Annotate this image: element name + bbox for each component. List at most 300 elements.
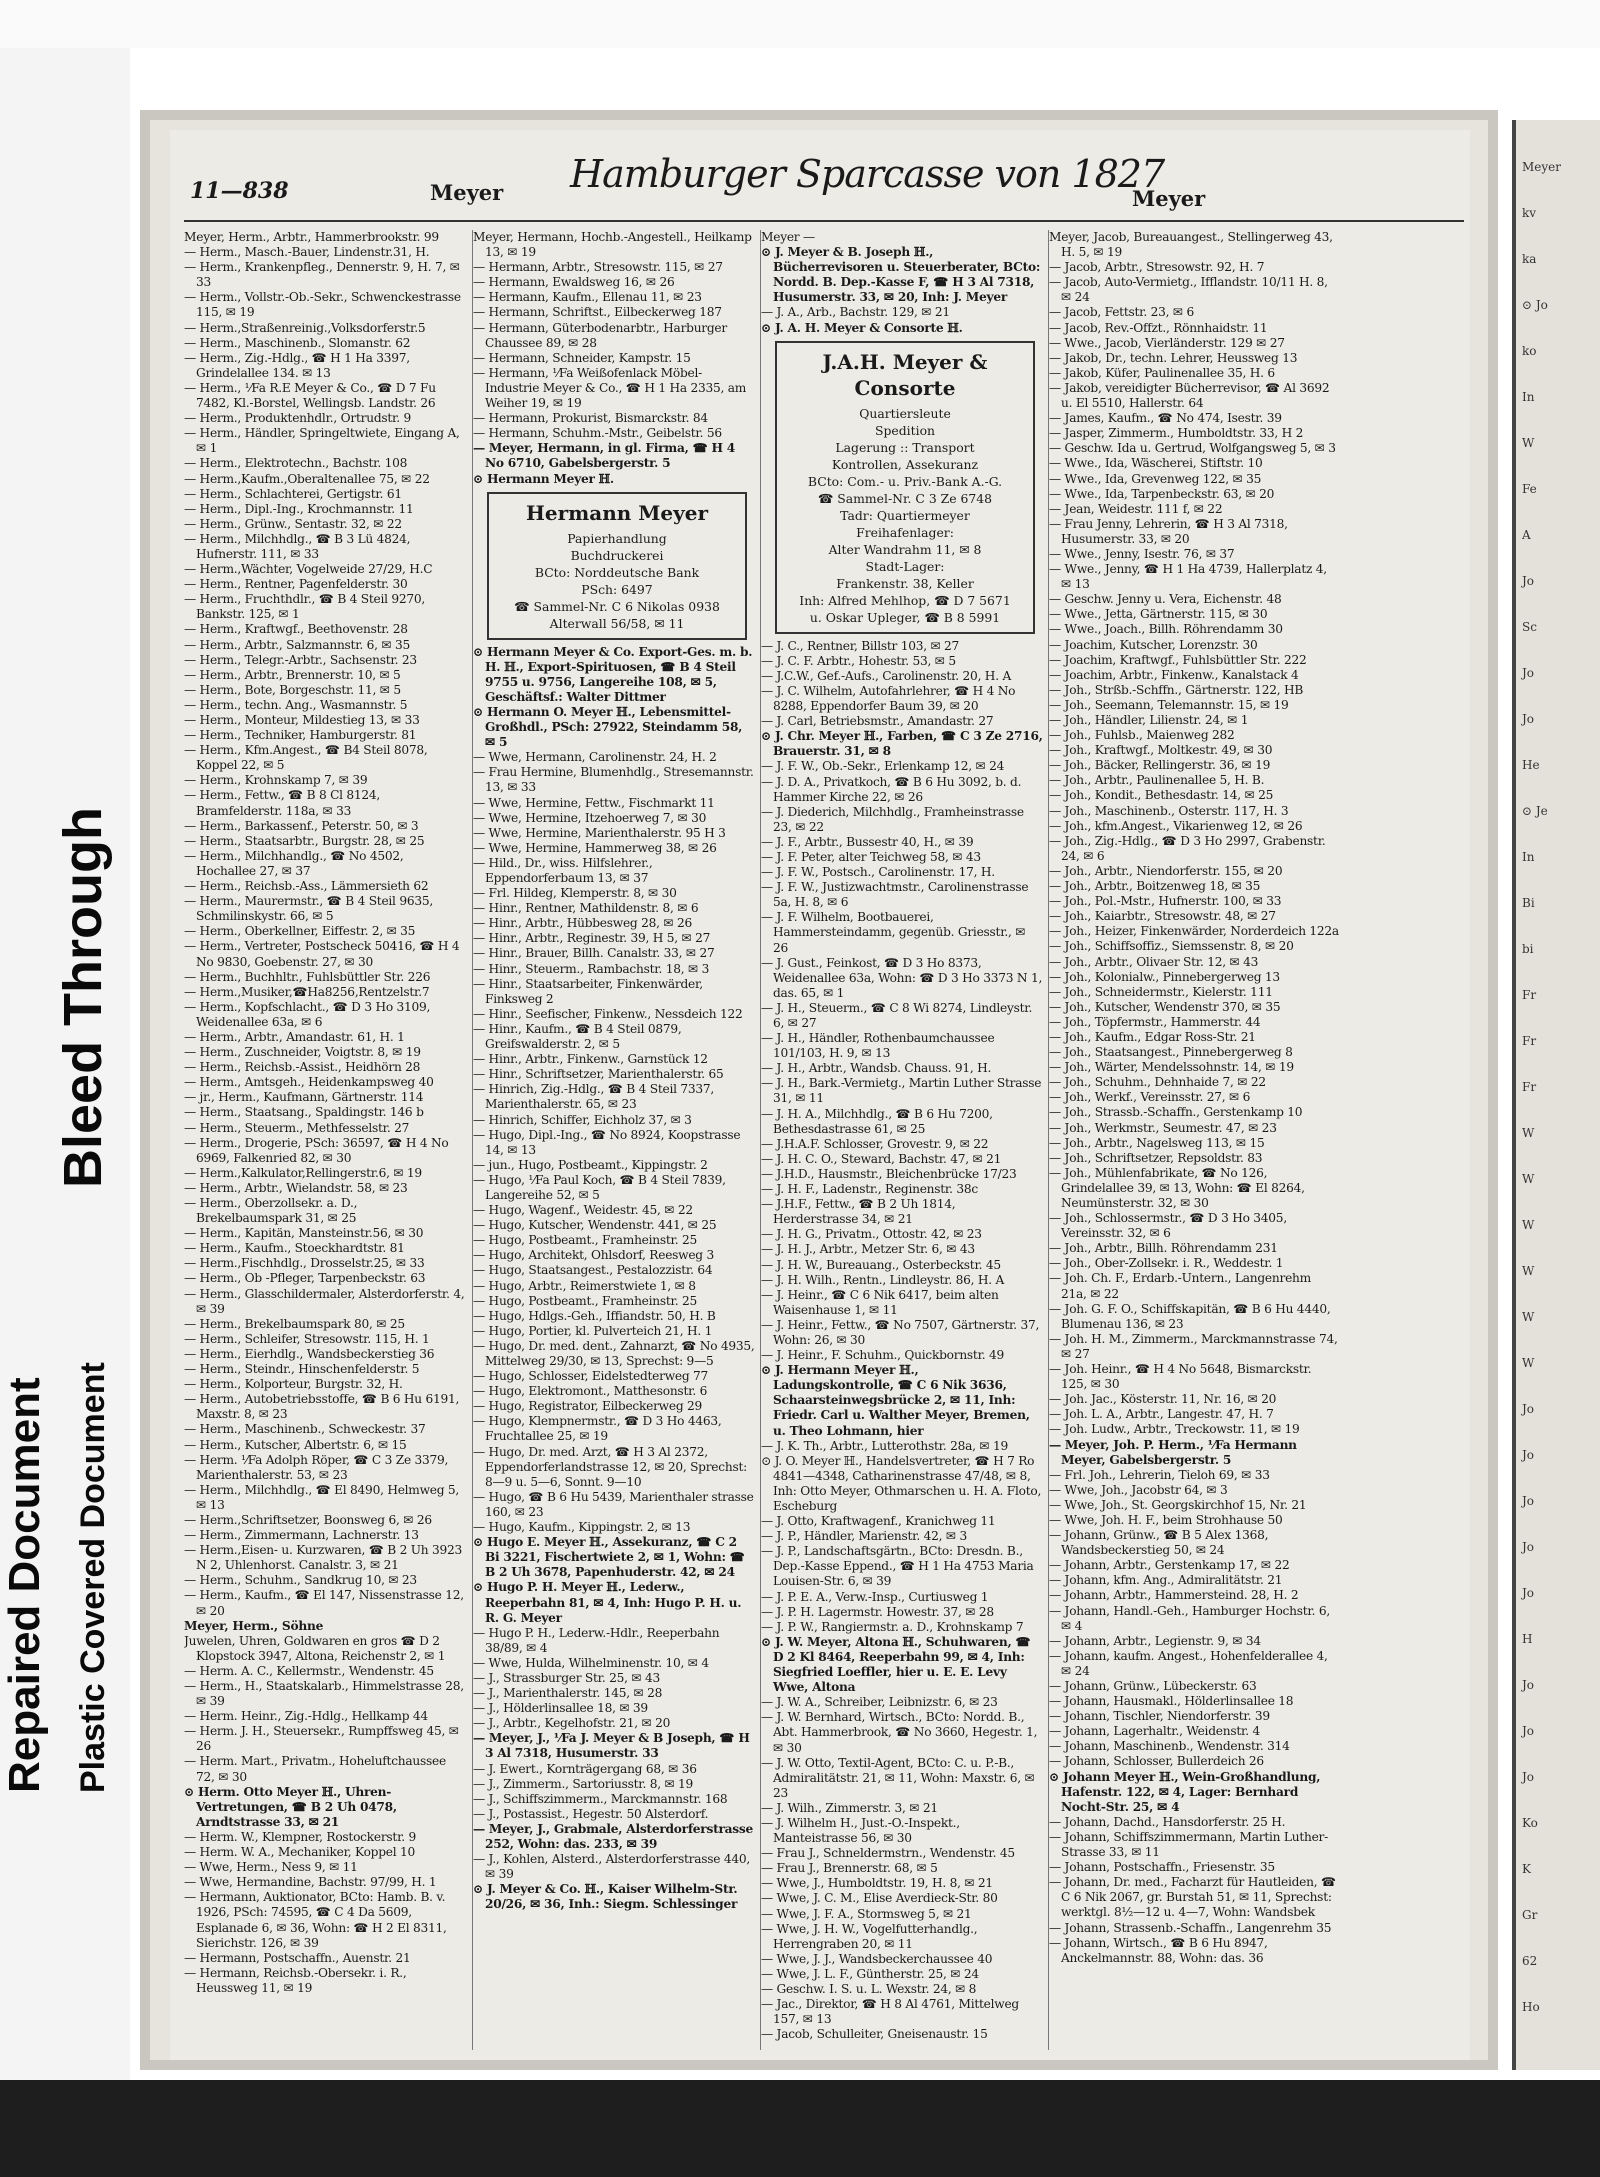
directory-entry: — Herm., Krankenpfleg., Dennerstr. 9, H. 7, ✉ 33 — [184, 260, 460, 290]
directory-entry: Meyer, Jacob, Bureauangest., Stellingerweg 43, H. 5, ✉ 19 — [1049, 230, 1333, 260]
ad-line: Stadt-Lager: — [865, 558, 945, 574]
directory-entry: — J. H. A., Milchhdlg., ☎ B 6 Hu 7200, Bethesdastrasse 61, ✉ 25 — [761, 1106, 993, 1136]
adjacent-page-fragment: A — [1522, 528, 1531, 542]
directory-entry: — Hermann, Arbtr., Stresowstr. 115, ✉ 27 — [473, 260, 723, 275]
directory-entry: — Herm., Händler, Springeltwiete, Eingang A, ✉ 1 — [184, 426, 460, 456]
ad-line: Papierhandlung — [567, 530, 667, 546]
top-margin — [0, 0, 1600, 48]
directory-entry: — jun., Hugo, Postbeamt., Kippingstr. 2 — [473, 1157, 708, 1172]
directory-entry: — Hinr., Steuerm., Rambachstr. 18, ✉ 3 — [473, 961, 710, 976]
directory-entry: — Geschw. Jenny u. Vera, Eichenstr. 48 — [1049, 592, 1282, 607]
directory-entry: — J. W. A., Schreiber, Leibnizstr. 6, ✉ 23 — [761, 1695, 998, 1710]
directory-entry: — Wwe, Hermine, Itzehoerweg 7, ✉ 30 — [473, 810, 707, 825]
ad-hermann-meyer — [487, 492, 747, 640]
directory-entry: — Johann, Maschinenb., Wendenstr. 314 — [1049, 1739, 1290, 1754]
directory-entry: — J. C. F. Arbtr., Hohestr. 53, ✉ 5 — [761, 653, 956, 668]
directory-entry: ⊙ Johann Meyer ℍ., Wein-Großhandlung, Hafenstr. 122, ✉ 4, Lager: Bernhard Nocht-Str. 25, ✉ 4 — [1049, 1769, 1321, 1814]
directory-entry: — Joh. Jac., Kösterstr. 11, Nr. 16, ✉ 20 — [1049, 1392, 1277, 1407]
directory-entry: ⊙ J. Hermann Meyer ℍ., Ladungskontrolle, ☎ C 6 Nik 3636, Schaarsteinwegsbrücke 2, ✉ 11, Inh: Friedr. Carl u. Walther Meyer, Bremen, u. Theo Lohmann, hier — [761, 1363, 1030, 1438]
ad-line: u. Oskar Upleger, ☎ B 8 5991 — [809, 609, 1001, 625]
directory-entry: — Johann, kfm. Ang., Admiralitätstr. 21 — [1049, 1573, 1283, 1588]
directory-entry: ⊙ J. Meyer & B. Joseph ℍ., Bücherrevisoren u. Steuerberater, BCto: Nordd. B. Dep.-Kasse F, ☎ H 3 Al 7318, Husumerstr. 33, ✉ 20, Inh: J. Meyer — [761, 245, 1041, 305]
directory-entry: — Herm., Elektrotechn., Bachstr. 108 — [184, 456, 408, 471]
directory-entry: — Hugo, Dipl.-Ing., ☎ No 8924, Koopstrasse 14, ✉ 13 — [473, 1127, 741, 1157]
adjacent-page-fragment: Bi — [1522, 896, 1535, 910]
directory-entry: — Johann, Arbtr., Gerstenkamp 17, ✉ 22 — [1049, 1558, 1290, 1573]
directory-entry: — J. H. G., Privatm., Ottostr. 42, ✉ 23 — [761, 1227, 982, 1242]
column-2-entries-top — [473, 230, 755, 487]
adjacent-page-fragment: bi — [1522, 942, 1534, 956]
directory-entry: — Jacob, Schulleiter, Gneisenaustr. 15 — [761, 2027, 988, 2042]
adjacent-page-fragment: kv — [1522, 206, 1537, 220]
directory-entry: — Herm., Drogerie, PSch: 36597, ☎ H 4 No 6969, Falkenried 82, ✉ 30 — [184, 1135, 449, 1165]
directory-entry: — Herm., Milchhdlg., ☎ B 3 Lü 4824, Hufnerstr. 111, ✉ 33 — [184, 531, 411, 561]
directory-entry: — Herm., Maschinenb., Slomanstr. 62 — [184, 335, 411, 350]
adjacent-page-fragment: Fr — [1522, 988, 1537, 1002]
directory-entry: — Hugo, Dr. med. dent., Zahnarzt, ☎ No 4935, Mittelweg 29/30, ✉ 13, Sprechst: 9—5 — [473, 1338, 755, 1368]
directory-entry: — Hugo, Registrator, Eilbeckerweg 29 — [473, 1399, 703, 1414]
directory-entry: — J. P. E. A., Verw.-Insp., Curtiusweg 1 — [761, 1589, 989, 1604]
directory-entry: — Herm., Maurermstr., ☎ B 4 Steil 9635, Schmilinskystr. 66, ✉ 5 — [184, 894, 433, 924]
ad-line: Lagerung :: Transport — [835, 439, 975, 455]
directory-entry: — Herm., Fruchthdlr., ☎ B 4 Steil 9270, Bankstr. 125, ✉ 1 — [184, 592, 426, 622]
directory-entry: — Joh., Arbtr., Nagelsweg 113, ✉ 15 — [1049, 1135, 1265, 1150]
directory-entry: — Joh., kfm.Angest., Vikarienweg 12, ✉ 26 — [1049, 818, 1303, 833]
column-3 — [760, 230, 1043, 2050]
directory-entry: — J.C.W., Gef.-Aufs., Carolinenstr. 20, H. A — [761, 668, 1011, 683]
directory-entry: — Wwe, J. F. A., Stormsweg 5, ✉ 21 — [761, 1906, 972, 1921]
label-bleed-through: Bleed Through — [53, 807, 113, 1188]
directory-entry: — Joh. H. M., Zimmerm., Marckmannstrasse 74, ✉ 27 — [1049, 1331, 1338, 1361]
directory-entry: — J. F., Arbtr., Bussestr 40, H., ✉ 39 — [761, 834, 974, 849]
adjacent-page-fragment: In — [1522, 850, 1535, 864]
directory-entry: — J. H. Wilh., Rentn., Lindleystr. 86, H. A — [761, 1272, 1005, 1287]
adjacent-page-fragment: ⊙ Je — [1522, 804, 1548, 818]
page-header — [170, 130, 1470, 211]
directory-entry: — Hugo, Schlosser, Eidelstedterweg 77 — [473, 1369, 709, 1384]
directory-entry: — Hugo, Postbeamt., Framheinstr. 25 — [473, 1233, 698, 1248]
adjacent-page-fragment: Ho — [1522, 2000, 1540, 2014]
adjacent-page-fragment: ko — [1522, 344, 1537, 358]
directory-entry: ⊙ J. O. Meyer ℍ., Handelsvertreter, ☎ H 7 Ro 4841—4348, Catharinenstrasse 47/48, ✉ 8, Inh: Otto Meyer, Othmarschen u. H. A. Floto, Escheburg — [761, 1453, 1042, 1513]
adjacent-page-fragment: 62 — [1522, 1954, 1538, 1968]
directory-entry: — Joh., Strassb.-Schaffn., Gerstenkamp 10 — [1049, 1105, 1303, 1120]
directory-entry: — Wwe, Joh., Jacobstr 64, ✉ 3 — [1049, 1482, 1228, 1497]
directory-entry: — Hinr., Schriftsetzer, Marienthalerstr. 65 — [473, 1067, 724, 1082]
directory-entry: — Herm., ⅟Fa R.E Meyer & Co., ☎ D 7 Fu 7482, Kl.-Borstel, Wellingsb. Landstr. 26 — [184, 380, 436, 411]
directory-entry: — Joh. Ch. F., Erdarb.-Untern., Langenrehm 21a, ✉ 22 — [1049, 1271, 1311, 1301]
directory-entry: — Herm., Produktenhdlr., Ortrudstr. 9 — [184, 411, 412, 426]
directory-entry: — Joachim, Arbtr., Finkenw., Kanalstack 4 — [1049, 667, 1299, 682]
column-2 — [472, 230, 755, 2050]
directory-entry: — Herm. A. C., Kellermstr., Wendenstr. 45 — [184, 1663, 434, 1678]
directory-entry: — Herm.,Wächter, Vogelweide 27/29, H.C — [184, 562, 433, 577]
directory-entry: — Frau Hermine, Blumenhdlg., Stresemannstr. 13, ✉ 33 — [473, 765, 754, 795]
directory-entry: — Johann, Grünw., ☎ B 5 Alex 1368, Wandsbeckerstieg 50, ✉ 24 — [1049, 1528, 1269, 1558]
directory-entry: — J. Heinr., F. Schuhm., Quickbornstr. 49 — [761, 1348, 1005, 1363]
directory-entry: — J. A., Arb., Bachstr. 129, ✉ 21 — [761, 305, 950, 320]
directory-entry: — Herm., Vollstr.-Ob.-Sekr., Schwenckestrasse 115, ✉ 19 — [184, 290, 461, 320]
directory-entry: — jr., Herm., Kaufmann, Gärtnerstr. 114 — [184, 1090, 424, 1105]
directory-entry: — Johann, Arbtr., Legienstr. 9, ✉ 34 — [1049, 1633, 1261, 1648]
directory-entry: Meyer — — [761, 230, 815, 244]
directory-entry: — Joh., Ober-Zollsekr. i. R., Weddestr. 1 — [1049, 1256, 1284, 1271]
directory-entry: — Frau J., Schneldermstrn., Wendenstr. 45 — [761, 1846, 1015, 1861]
directory-entry: — Herm., Kapitän, Mansteinstr.56, ✉ 30 — [184, 1226, 424, 1241]
adjacent-page-fragment: Fr — [1522, 1080, 1537, 1094]
adjacent-page-fragment: Jo — [1522, 1678, 1535, 1692]
directory-entry: — Herm.,Straßenreinig.,Volksdorferstr.5 — [184, 320, 426, 335]
directory-entry: — Hild., Dr., wiss. Hilfslehrer., Eppendorferbaum 13, ✉ 37 — [473, 855, 653, 885]
label-repaired-document: Repaired Document — [0, 1377, 49, 1793]
directory-entry: — Johann, Grünw., Lübeckerstr. 63 — [1049, 1679, 1257, 1693]
directory-entry: — Herm., Steindr., Hinschenfelderstr. 5 — [184, 1362, 420, 1377]
page-content — [170, 130, 1470, 2060]
directory-entry: — Herm. J. H., Steuersekr., Rumpffsweg 45, ✉ 26 — [184, 1724, 459, 1754]
directory-entry: — Joh., Mühlenfabrikate, ☎ No 126, Grindelallee 39, ✉ 13, Wohn: ☎ El 8264, Neumünsterstr. 32, ✉ 30 — [1049, 1165, 1305, 1210]
directory-entry: — Jacob, Rev.-Offzt., Rönnhaidstr. 11 — [1049, 320, 1268, 335]
directory-entry: — Joh., Seemann, Telemannstr. 15, ✉ 19 — [1049, 697, 1289, 712]
directory-entry: — Wwe, J. L. F., Güntherstr. 25, ✉ 24 — [761, 1966, 979, 1981]
page-number: 11—838 — [190, 178, 289, 204]
adjacent-page-fragment: W — [1522, 1126, 1535, 1140]
ad-jah-meyer-consorte — [775, 341, 1035, 634]
directory-entry: — Johann, Dachd., Hansdorferstr. 25 H. — [1049, 1814, 1286, 1829]
adjacent-page-fragment: K — [1522, 1862, 1531, 1876]
directory-entry: — Herm., Reichsb.-Ass., Lämmersieth 62 — [184, 879, 429, 894]
directory-entry: — Herm., Zig.-Hdlg., ☎ H 1 Ha 3397, Grindelallee 134. ✉ 13 — [184, 350, 410, 380]
directory-entry: — Joh., Werkf., Vereinsstr. 27, ✉ 6 — [1049, 1090, 1251, 1105]
directory-entry: — Johann, Schlosser, Bullerdeich 26 — [1049, 1754, 1264, 1769]
directory-entry: — Joh. Heinr., ☎ H 4 No 5648, Bismarckstr. 125, ✉ 30 — [1049, 1362, 1312, 1392]
directory-entry: — Hinr., Arbtr., Hübbesweg 28, ✉ 26 — [473, 916, 692, 931]
directory-entry: — Herm., Rentner, Pagenfelderstr. 30 — [184, 577, 408, 592]
ad-title: Hermann Meyer — [525, 500, 709, 525]
directory-entry: — Joh. L. A., Arbtr., Langestr. 47, H. 7 — [1049, 1407, 1274, 1422]
directory-entry: — J. Heinr., ☎ C 6 Nik 6417, beim alten Waisenhause 1, ✉ 11 — [761, 1287, 999, 1317]
directory-entry: — Frau Jenny, Lehrerin, ☎ H 3 Al 7318, Husumerstr. 33, ✉ 20 — [1049, 516, 1288, 546]
ad-line: Quartiersleute — [859, 405, 951, 421]
directory-entry: — Hugo P. H., Lederw.-Hdlr., Reeperbahn 38/89, ✉ 4 — [473, 1625, 720, 1655]
directory-entry: — Wwe, J. J., Wandsbeckerchaussee 40 — [761, 1951, 993, 1966]
directory-entry: — Jac., Direktor, ☎ H 8 Al 4761, Mittelweg 157, ✉ 13 — [761, 1997, 1019, 2027]
adjacent-page-fragment: In — [1522, 390, 1535, 404]
directory-entry: — J. W. Otto, Textil-Agent, BCto: C. u. P.-B., Admiralitätstr. 21, ✉ 11, Wohn: Maxstr. 6, ✉ 23 — [761, 1755, 1035, 1800]
directory-entry: — James, Kaufm., ☎ No 474, Isestr. 39 — [1049, 411, 1282, 426]
directory-entry: — Herm.,Kalkulator,Rellingerstr.6, ✉ 19 — [184, 1165, 422, 1180]
directory-entry: — Hermann, Schuhm.-Mstr., Geibelstr. 56 — [473, 426, 722, 441]
directory-entry: — Herm., Kopfschlacht., ☎ D 3 Ho 3109, Weidenallee 63a, ✉ 6 — [184, 999, 431, 1029]
directory-entry: — J. P., Landschaftsgärtn., BCto: Dresdn. B., Dep.-Kasse Eppend., ☎ H 1 Ha 4753 Maria Louisen-Str. 6, ✉ 39 — [761, 1544, 1034, 1589]
directory-entry: — Wwe., Jenny, ☎ H 1 Ha 4739, Hallerplatz 4, ✉ 13 — [1049, 562, 1327, 592]
directory-entry: — Joachim, Kraftwgf., Fuhlsbüttler Str. 222 — [1049, 652, 1307, 667]
directory-entry: — Herm., Ob -Pfleger, Tarpenbeckstr. 63 — [184, 1271, 426, 1286]
directory-entry: — Wwe, Hermine, Hammerweg 38, ✉ 26 — [473, 840, 717, 855]
directory-entry: — Jakob, vereidigter Bücherrevisor, ☎ Al 3692 u. El 5510, Hallerstr. 64 — [1049, 380, 1330, 411]
directory-entry: — J. Carl, Betriebsmstr., Amandastr. 27 — [761, 714, 994, 729]
directory-entry: — J., Kohlen, Alsterd., Alsterdorferstrasse 440, ✉ 39 — [473, 1852, 750, 1882]
adjacent-page-fragment: ka — [1522, 252, 1537, 266]
directory-entry: — J., Marienthalerstr. 145, ✉ 28 — [473, 1686, 663, 1701]
directory-entry: — J. Wilh., Zimmerstr. 3, ✉ 21 — [761, 1800, 938, 1815]
directory-entry: — Jacob, Fettstr. 23, ✉ 6 — [1049, 305, 1194, 320]
directory-entry: — Herm.,Eisen- u. Kurzwaren, ☎ B 2 Uh 3923 N 2, Uhlenhorst. Canalstr. 3, ✉ 21 — [184, 1543, 463, 1573]
directory-entry: — Hugo, Arbtr., Reimerstwiete 1, ✉ 8 — [473, 1278, 696, 1293]
directory-entry: ⊙ Hugo P. H. Meyer ℍ., Lederw., Reeperbahn 81, ✉ 4, Inh: Hugo P. H. u. R. G. Meyer — [473, 1580, 742, 1625]
directory-entry: ⊙ J. W. Meyer, Altona ℍ., Schuhwaren, ☎ D 2 Kl 8464, Reeperbahn 99, ✉ 4, Inh: Siegfried Loeffler, hier u. E. E. Levy Wwe, Altona — [761, 1634, 1031, 1695]
directory-entry: — Jacob, Arbtr., Stresowstr. 92, H. 7 — [1049, 260, 1265, 275]
directory-entry: — Wwe., Jetta, Gärtnerstr. 115, ✉ 30 — [1049, 607, 1268, 622]
directory-entry: Meyer, Herm., Söhne — [184, 1618, 324, 1633]
ad-line: Alterwall 56/58, ✉ 11 — [549, 615, 685, 631]
directory-entry: — Hinr., Arbtr., Reginestr. 39, H 5, ✉ 27 — [473, 931, 711, 946]
ad-line: Freihafenlager: — [856, 524, 954, 540]
adjacent-page-fragment: Jo — [1522, 1586, 1535, 1600]
directory-entry: — J. H., Bark.-Vermietg., Martin Luther Strasse 31, ✉ 11 — [761, 1076, 1042, 1106]
directory-entry: — J. H. J., Arbtr., Metzer Str. 6, ✉ 43 — [761, 1242, 975, 1257]
directory-entry: — Hugo, Postbeamt., Framheinstr. 25 — [473, 1293, 698, 1308]
directory-entry: — Joh., Bäcker, Rellingerstr. 36, ✉ 19 — [1049, 758, 1271, 773]
label-plastic-covered: Plastic Covered Document — [74, 1362, 112, 1793]
adjacent-page-fragment: Sc — [1522, 620, 1537, 634]
adjacent-page-fragment: W — [1522, 436, 1535, 450]
directory-entry: — Joh., Werkmstr., Seumestr. 47, ✉ 23 — [1049, 1120, 1277, 1135]
directory-entry: — Herm., Kaufm., Stoeckhardtstr. 81 — [184, 1241, 405, 1256]
adjacent-page-fragment: Jo — [1522, 712, 1535, 726]
directory-entry: — J., Zimmerm., Sartoriusstr. 8, ✉ 19 — [473, 1776, 694, 1791]
directory-entry: — Hugo, ☎ B 6 Hu 5439, Marienthaler strasse 160, ✉ 23 — [473, 1489, 754, 1519]
adjacent-page-fragment: He — [1522, 758, 1540, 772]
directory-entry: — Herm., Kraftwgf., Beethovenstr. 28 — [184, 622, 408, 637]
directory-entry: — Herm., Zuschneider, Voigtstr. 8, ✉ 19 — [184, 1045, 421, 1060]
column-4 — [1048, 230, 1339, 2050]
directory-entry: — Jasper, Zimmerm., Humboldtstr. 33, H 2 — [1049, 426, 1304, 441]
directory-page — [140, 110, 1498, 2070]
directory-entry: — J.H.F., Fettw., ☎ B 2 Uh 1814, Herderstrasse 34, ✉ 21 — [761, 1197, 956, 1227]
directory-entry: — J. K. Th., Arbtr., Lutterothstr. 28a, ✉ 19 — [761, 1438, 1008, 1453]
archival-label-strip — [0, 48, 130, 2080]
header-rule — [184, 220, 1464, 222]
directory-entry: — J. F. W., Postsch., Carolinenstr. 17, H. — [761, 865, 995, 880]
directory-entry: — J. Heinr., Fettw., ☎ No 7507, Gärtnerstr. 37, Wohn: 26, ✉ 30 — [761, 1317, 1040, 1347]
directory-entry: — Joh., Schiffsoffiz., Siemssenstr. 8, ✉ 20 — [1049, 939, 1294, 954]
directory-entry: — Hermann, Auktionator, BCto: Hamb. B. v. 1926, PSch: 74595, ☎ C 4 Da 5609, Esplanade 6, ✉ 36, Wohn: ☎ H 2 El 8311, Sierichstr. 126, ✉ 39 — [184, 1890, 447, 1950]
directory-entry: — Geschw. I. S. u. L. Wexstr. 24, ✉ 8 — [761, 1982, 977, 1996]
directory-entry: — J. Wilhelm H., Just.-O.-Inspekt., Manteistrasse 56, ✉ 30 — [761, 1815, 960, 1846]
ad-line: PSch: 6497 — [581, 581, 653, 597]
directory-entry: ⊙ J. Chr. Meyer ℍ., Farben, ☎ C 3 Ze 2716, Brauerstr. 31, ✉ 8 — [761, 729, 1043, 759]
directory-entry: — Joh., Pol.-Mstr., Hufnerstr. 100, ✉ 33 — [1049, 894, 1282, 909]
ad-line: ☎ Sammel-Nr. C 6 Nikolas 0938 — [514, 598, 720, 614]
directory-entry: — Joh., Schriftsetzer, Repsoldstr. 83 — [1049, 1150, 1263, 1165]
directory-entry: — Herm., Staatsarbtr., Burgstr. 28, ✉ 25 — [184, 833, 425, 848]
directory-entry: — Wwe, Herm., Ness 9, ✉ 11 — [184, 1860, 358, 1875]
ad-line: BCto: Norddeutsche Bank — [534, 564, 700, 580]
directory-entry: — Joachim, Kutscher, Lorenzstr. 30 — [1049, 637, 1258, 652]
directory-entry: — Joh., Töpfermstr., Hammerstr. 44 — [1049, 1014, 1261, 1029]
directory-entry: — Frau J., Brennerstr. 68, ✉ 5 — [761, 1861, 938, 1876]
directory-entry: — Hermann, Reichsb.-Obersekr. i. R., Heussweg 11, ✉ 19 — [184, 1965, 407, 1995]
directory-entry: — Herm., Monteur, Mildestieg 13, ✉ 33 — [184, 713, 420, 727]
adjacent-page-fragment: Jo — [1522, 1724, 1535, 1738]
directory-entry: — Joh. Ludw., Arbtr., Treckowstr. 11, ✉ 19 — [1049, 1422, 1300, 1437]
adjacent-page-edge — [1512, 120, 1600, 2070]
directory-entry: — Herm., Milchhdlg., ☎ El 8490, Helmweg 5, ✉ 13 — [184, 1482, 460, 1512]
directory-entry: — Hugo, Portier, kl. Pulverteich 21, H. 1 — [473, 1323, 713, 1338]
directory-entry: — Wwe, Hermine, Marienthalerstr. 95 H 3 — [473, 825, 726, 840]
directory-entry: — Meyer, Hermann, in gl. Firma, ☎ H 4 No 6710, Gabelsbergerstr. 5 — [473, 441, 735, 471]
directory-entry: — J. F. Wilhelm, Bootbauerei, Hammersteindamm, gegenüb. Griesstr., ✉ 26 — [761, 910, 1026, 955]
directory-entry: — Meyer, J., ⅟Fa J. Meyer & B Joseph, ☎ H 3 Al 7318, Husumerstr. 33 — [473, 1731, 750, 1761]
directory-entry: — Herm., Arbtr., Wielandstr. 58, ✉ 23 — [184, 1180, 408, 1195]
directory-entry: — Wwe, Hermine, Fettw., Fischmarkt 11 — [473, 795, 715, 810]
directory-entry: — J., Postassist., Hegestr. 50 Alsterdorf. — [473, 1806, 709, 1821]
directory-entry: — Meyer, Joh. P. Herm., ⅟Fa Hermann Meyer, Gabelsbergerstr. 5 — [1049, 1437, 1297, 1467]
directory-entry: — Joh., Fuhlsb., Maienweg 282 — [1049, 728, 1235, 743]
directory-entry: — Joh. G. F. O., Schiffskapitän, ☎ B 6 Hu 4440, Blumenau 136, ✉ 23 — [1049, 1301, 1331, 1331]
directory-entry: — J. H. W., Bureauang., Osterbeckstr. 45 — [761, 1257, 1001, 1272]
directory-entry: — Hinr., Staatsarbeiter, Finkenwärder, Finksweg 2 — [473, 976, 703, 1006]
directory-entry: — Johann, Lagerhaltr., Weidenstr. 4 — [1049, 1724, 1260, 1739]
directory-entry: — Wwe., Ida, Tarpenbeckstr. 63, ✉ 20 — [1049, 486, 1275, 501]
ad-line: BCto: Com.- u. Priv.-Bank A.-G. — [807, 473, 1003, 489]
adjacent-page-fragment: W — [1522, 1218, 1535, 1232]
directory-entry: — Herm., Oberkellner, Eiffestr. 2, ✉ 35 — [184, 924, 416, 939]
column-2-entries-bottom — [473, 645, 755, 1913]
directory-entry: — J., Hölderlinsallee 18, ✉ 39 — [473, 1701, 648, 1716]
adjacent-page-fragment: Fr — [1522, 1034, 1537, 1048]
directory-entry: — Hinr., Seefischer, Finkenw., Nessdeich 122 — [473, 1006, 743, 1021]
directory-entry: — Hermann, Schriftst., Eilbeckerweg 187 — [473, 305, 722, 320]
directory-entry: — Joh., Heizer, Finkenwärder, Norderdeich 122a — [1049, 924, 1339, 939]
directory-entry: — J. Otto, Kraftwagenf., Kranichweg 11 — [761, 1514, 996, 1529]
directory-entry: — Herm., Maschinenb., Schweckestr. 37 — [184, 1422, 426, 1437]
directory-entry: — Hugo, Klempnermstr., ☎ D 3 Ho 4463, Fruchtallee 25, ✉ 19 — [473, 1414, 722, 1444]
directory-entry: — Herm., Autobetriebsstoffe, ☎ B 6 Hu 6191, Maxstr. 8, ✉ 23 — [184, 1392, 460, 1422]
directory-entry: Meyer, Hermann, Hochb.-Angestell., Heilkamp 13, ✉ 19 — [473, 230, 752, 260]
directory-entry: — Joh., Staatsangest., Pinnebergerweg 8 — [1049, 1045, 1293, 1060]
directory-entry: — Herm. W. A., Mechaniker, Koppel 10 — [184, 1845, 416, 1860]
directory-entry: — Joh., Kraftwgf., Moltkestr. 49, ✉ 30 — [1049, 743, 1273, 758]
directory-entry: — Johann, Tischler, Niendorferstr. 39 — [1049, 1709, 1270, 1724]
directory-entry: — Jean, Weidestr. 111 f, ✉ 22 — [1049, 501, 1223, 516]
directory-entry: — Joh., Kaufm., Edgar Ross-Str. 21 — [1049, 1029, 1256, 1044]
directory-entry: — Herm., Bote, Borgeschstr. 11, ✉ 5 — [184, 682, 401, 697]
directory-entry: — Herm., Kfm.Angest., ☎ B4 Steil 8078, Koppel 22, ✉ 5 — [184, 743, 428, 773]
directory-entry: ⊙ Herm. Otto Meyer ℍ., Uhren-Vertretungen, ☎ B 2 Uh 0478, Arndtstrasse 33, ✉ 21 — [184, 1784, 397, 1829]
directory-entry: — Wwe, Hermann, Carolinenstr. 24, H. 2 — [473, 750, 717, 765]
directory-entry: — Wwe, J. H. W., Vogelfutterhandlg., Herrengraben 20, ✉ 11 — [761, 1921, 978, 1951]
directory-entry: — Wwe., Jenny, Isestr. 76, ✉ 37 — [1049, 546, 1235, 561]
directory-entry: — Herm., Zimmermann, Lachnerstr. 13 — [184, 1528, 419, 1543]
directory-entry: — Herm., Arbtr., Brennerstr. 10, ✉ 5 — [184, 667, 401, 682]
directory-entry: — Hugo, Kaufm., Kippingstr. 2, ✉ 13 — [473, 1520, 691, 1535]
directory-entry: — Hermann, Güterbodenarbtr., Harburger Chaussee 89, ✉ 28 — [473, 320, 727, 350]
directory-entry: — Wwe, J. C. M., Elise Averdieck-Str. 80 — [761, 1891, 998, 1906]
directory-entry: — Wwe, Hulda, Wilhelminenstr. 10, ✉ 4 — [473, 1655, 709, 1670]
directory-entry: — J. Ewert., Kornträgergang 68, ✉ 36 — [473, 1761, 697, 1776]
ad-line: Kontrollen, Assekuranz — [831, 456, 979, 472]
directory-entry: — Hinr., Brauer, Billh. Canalstr. 33, ✉ 27 — [473, 946, 715, 961]
ad-line: Tadr: Quartiermeyer — [840, 507, 970, 523]
directory-entry: — Herm., Reichsb.-Assist., Heidhörn 28 — [184, 1060, 421, 1075]
directory-entry: — J. P. W., Rangiermstr. a. D., Krohnskamp 7 — [761, 1619, 1024, 1634]
directory-entry: — Hermann, Prokurist, Bismarckstr. 84 — [473, 411, 708, 426]
directory-entry: — Hinr., Rentner, Mathildenstr. 8, ✉ 6 — [473, 901, 699, 916]
directory-entry: — Wwe., Ida, Grevenweg 122, ✉ 35 — [1049, 471, 1262, 486]
running-head-right: Meyer — [1132, 186, 1206, 211]
running-head-left: Meyer — [430, 180, 504, 205]
adjacent-page-fragment: Meyer — [1522, 160, 1562, 174]
directory-entry: — Johann, Hausmakl., Hölderlinsallee 18 — [1049, 1694, 1294, 1709]
directory-entry: — Hermann, Kaufm., Ellenau 11, ✉ 23 — [473, 290, 702, 305]
ad-line: Spedition — [874, 422, 936, 438]
directory-entry: — Herm., Arbtr., Salzmannstr. 6, ✉ 35 — [184, 637, 411, 652]
directory-entry: — J.H.A.F. Schlosser, Grovestr. 9, ✉ 22 — [761, 1136, 989, 1151]
directory-entry: — Hugo, Wagenf., Weidestr. 45, ✉ 22 — [473, 1203, 693, 1218]
directory-entry: — Hugo, ⅟Fa Paul Koch, ☎ B 4 Steil 7839, Langereihe 52, ✉ 5 — [473, 1172, 726, 1202]
adjacent-page-fragment: Jo — [1522, 1402, 1535, 1416]
directory-entry: — Frl. Hildeg, Klemperstr. 8, ✉ 30 — [473, 886, 677, 901]
directory-entry: — J. F. W., Ob.-Sekr., Erlenkamp 12, ✉ 24 — [761, 759, 1005, 774]
directory-entry: — Wwe, Joh. H. F., beim Strohhause 50 — [1049, 1512, 1283, 1527]
directory-entry: — Herm., Oberzollsekr. a. D., Brekelbaumspark 31, ✉ 25 — [184, 1196, 358, 1226]
directory-entry: — Herm., Schuhm., Sandkrug 10, ✉ 23 — [184, 1573, 417, 1588]
directory-entry: — Joh., Strßb.-Schffn., Gärtnerstr. 122, HB — [1049, 682, 1304, 697]
directory-entry: ⊙ J. Meyer & Co. ℍ., Kaiser Wilhelm-Str. 20/26, ✉ 36, Inh.: Siegm. Schlessinger — [473, 1882, 738, 1912]
directory-entry: — J. C. Wilhelm, Autofahrlehrer, ☎ H 4 No 8288, Eppendorfer Baum 39, ✉ 20 — [761, 683, 1016, 714]
column-3-entries-top — [761, 230, 1043, 336]
directory-entry: Juwelen, Uhren, Goldwaren en gros ☎ D 2 Klopstock 3947, Altona, Reichenstr 2, ✉ 1 — [184, 1633, 446, 1663]
directory-entry: — Herm. Heinr., Zig.-Hdlg., Hellkamp 44 — [184, 1709, 428, 1724]
directory-entry: — J. F. Peter, alter Teichweg 58, ✉ 43 — [761, 849, 981, 864]
directory-entry: — Johann, kaufm. Angest., Hohenfelderallee 4, ✉ 24 — [1049, 1648, 1328, 1678]
directory-entry: — Hinr., Kaufm., ☎ B 4 Steil 0879, Greifswalderstr. 2, ✉ 5 — [473, 1021, 682, 1052]
directory-entry: — Joh., Arbtr., Billh. Röhrendamm 231 — [1049, 1241, 1278, 1256]
directory-entry: — J. H. C. O., Steward, Bachstr. 47, ✉ 21 — [761, 1151, 1002, 1166]
bank-banner-logo: Hamburger Sparcasse von 1827 — [570, 152, 1165, 196]
adjacent-page-fragment: H — [1522, 1632, 1533, 1646]
directory-entry: — Herm., Vertreter, Postscheck 50416, ☎ H 4 No 9830, Goebenstr. 27, ✉ 30 — [184, 939, 460, 969]
directory-entry: — Hinr., Arbtr., Finkenw., Garnstück 12 — [473, 1052, 708, 1067]
adjacent-page-fragment: W — [1522, 1310, 1535, 1324]
directory-entry: — Herm., Schlachterei, Gertigstr. 61 — [184, 486, 402, 501]
directory-entry: — J. H., Arbtr., Wandsb. Chauss. 91, H. — [761, 1061, 992, 1076]
directory-entry: — Geschw. Ida u. Gertrud, Wolfgangsweg 5, ✉ 3 — [1049, 441, 1336, 456]
directory-entry: — Jakob, Dr., techn. Lehrer, Heussweg 13 — [1049, 350, 1298, 365]
directory-entry: — Herm., Kolporteur, Burgstr. 32, H. — [184, 1377, 403, 1392]
directory-entry: — Hugo, Dr. med. Arzt, ☎ H 3 Al 2372, Eppendorferlandstrasse 12, ✉ 20, Sprechst: 8—9 u. 5—6, Sonnt. 9—10 — [473, 1444, 747, 1489]
directory-entry: — Joh., Händler, Lilienstr. 24, ✉ 1 — [1049, 713, 1249, 727]
directory-entry: — Hugo, Kutscher, Wendenstr. 441, ✉ 25 — [473, 1218, 717, 1233]
directory-entry: ⊙ J. A. H. Meyer & Consorte ℍ. — [761, 320, 963, 335]
directory-entry: — Hinrich, Schiffer, Eichholz 37, ✉ 3 — [473, 1112, 692, 1127]
ad-line: Alter Wandrahm 11, ✉ 8 — [828, 541, 982, 557]
directory-entry: — Jakob, Küfer, Paulinenallee 35, H. 6 — [1049, 365, 1275, 380]
directory-entry: — Joh., Arbtr., Niendorferstr. 155, ✉ 20 — [1049, 863, 1283, 878]
directory-entry: ⊙ Hugo E. Meyer ℍ., Assekuranz, ☎ C 2 Bi 3221, Fischertwiete 2, ✉ 1, Wohn: ☎ B 2 Uh 3678, Papenhuderstr. 42, ✉ 24 — [473, 1535, 745, 1580]
adjacent-page-fragment: Jo — [1522, 1770, 1535, 1784]
directory-entry: — Meyer, J., Grabmale, Alsterdorferstrasse 252, Wohn: das. 233, ✉ 39 — [473, 1821, 754, 1851]
directory-entry: — Joh., Kaiarbtr., Stresowstr. 48, ✉ 27 — [1049, 909, 1276, 924]
directory-entry: — Herm., Kaufm., ☎ El 147, Nissenstrasse 12, ✉ 20 — [184, 1588, 464, 1618]
directory-entry: — Hermann, Ewaldsweg 16, ✉ 26 — [473, 275, 675, 290]
directory-entry: — J. W. Bernhard, Wirtsch., BCto: Nordd. B., Abt. Hammerbrook, ☎ No 3660, Hegestr. 1, ✉ 30 — [761, 1710, 1038, 1755]
directory-entry: ⊙ Hermann O. Meyer ℍ., Lebensmittel-Großhdl., PSch: 27922, Steindamm 58, ✉ 5 — [473, 704, 743, 750]
adjacent-page-fragment: Gr — [1522, 1908, 1538, 1922]
ad-line: ☎ Sammel-Nr. C 3 Ze 6748 — [817, 490, 993, 506]
directory-entry: — J., Strassburger Str. 25, ✉ 43 — [473, 1670, 660, 1685]
